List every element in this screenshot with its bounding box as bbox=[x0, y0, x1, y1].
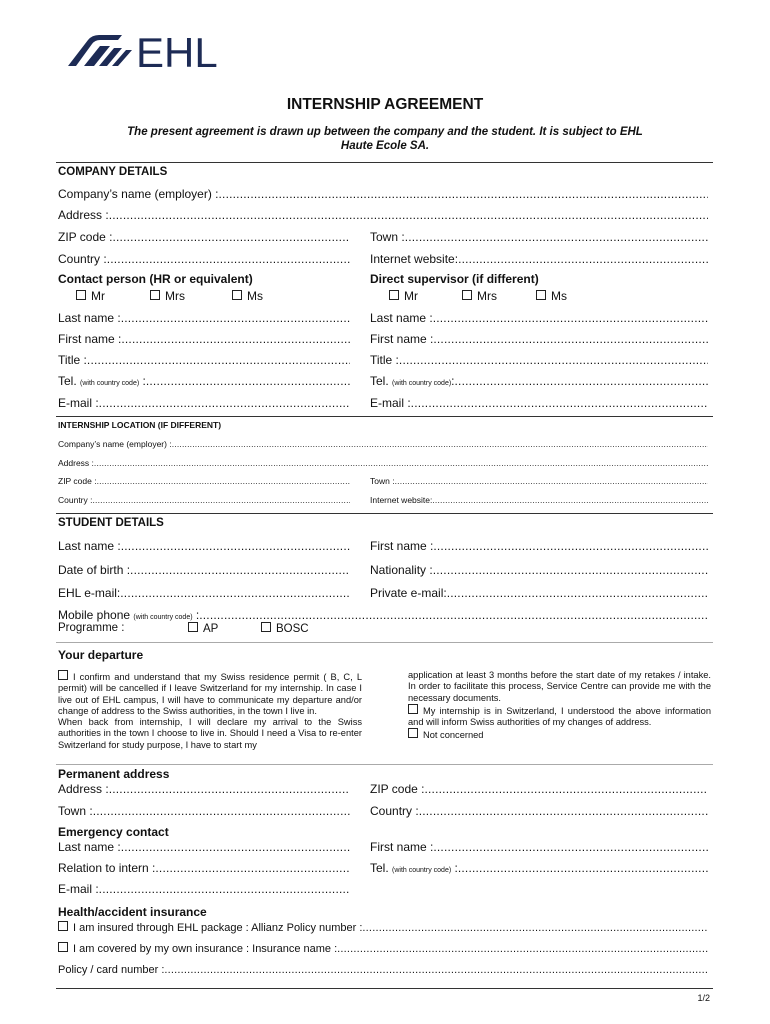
location-heading: INTERNSHIP LOCATION (IF DIFFERENT) bbox=[58, 420, 222, 430]
company-town-field[interactable]: Town : ..... bbox=[370, 229, 708, 244]
checkbox-icon bbox=[150, 290, 160, 300]
location-town-field[interactable]: Town : ..... bbox=[370, 475, 708, 486]
contact-ms-checkbox[interactable]: Ms bbox=[232, 289, 263, 303]
emergency-last-name-field[interactable]: Last name : ..... bbox=[58, 839, 350, 854]
supervisor-first-name-field[interactable]: First name : ..... bbox=[370, 331, 708, 346]
contact-mr-checkbox[interactable]: Mr bbox=[76, 289, 105, 303]
programme-ap-checkbox[interactable]: AP bbox=[188, 622, 218, 635]
student-private-email-field[interactable]: Private e-mail: ..... bbox=[370, 585, 708, 600]
student-last-name-field[interactable]: Last name : ..... bbox=[58, 538, 350, 553]
departure-right-text: application at least 3 months before the start date of my retakes / intake. In order to facilitate this process, Service Centre can provide me with the necessary documents. My internship is in Switzerland, I understood the above information and will inform Swiss authorities of my changes of address. Not concerned bbox=[408, 670, 711, 741]
supervisor-email-field[interactable]: E-mail : ..... bbox=[370, 395, 708, 410]
divider bbox=[56, 988, 713, 989]
company-country-field[interactable]: Country : ..... bbox=[58, 251, 350, 266]
divider bbox=[56, 642, 713, 643]
student-heading: STUDENT DETAILS bbox=[58, 517, 164, 529]
checkbox-icon bbox=[232, 290, 242, 300]
intro-text: The present agreement is drawn up between the company and the student. It is subject to EHL Haute Ecole SA. bbox=[127, 126, 643, 152]
divider bbox=[56, 764, 713, 765]
company-heading: COMPANY DETAILS bbox=[58, 166, 168, 178]
contact-tel-field[interactable]: Tel. (with country code) : ..... bbox=[58, 373, 350, 388]
contact-email-field[interactable]: E-mail : ..... bbox=[58, 395, 350, 410]
company-zip-field[interactable]: ZIP code : ..... bbox=[58, 229, 350, 244]
departure-heading: Your departure bbox=[58, 648, 144, 662]
departure-switzerland-checkbox[interactable] bbox=[408, 704, 418, 714]
checkbox-icon bbox=[261, 622, 271, 632]
supervisor-title-field[interactable]: Title : ..... bbox=[370, 352, 708, 367]
contact-mrs-checkbox[interactable]: Mrs bbox=[150, 289, 185, 303]
divider bbox=[56, 162, 713, 163]
student-ehl-email-field[interactable]: EHL e-mail: ..... bbox=[58, 585, 350, 600]
permanent-address-field[interactable]: Address : ..... bbox=[58, 781, 350, 796]
insurance-own-checkbox[interactable] bbox=[58, 942, 68, 952]
departure-not-concerned-checkbox[interactable] bbox=[408, 728, 418, 738]
departure-left-text: I confirm and understand that my Swiss residence permit ( B, C, L permit) will be cancelled if I leave Switzerland for my internship. In case I live out of EHL campus, I will have to communicate my departure and/or change of address to the Swiss authorities, in the town I live in. When back from internship, I will declare my arrival to the Swiss authorities in the town I choose to live in. Should I need a Visa to re-enter Switzerland for study purpose, I have to start my bbox=[58, 672, 362, 750]
company-website-field[interactable]: Internet website: ..... bbox=[370, 251, 708, 266]
student-mobile-field[interactable]: Mobile phone (with country code) : ..... bbox=[58, 607, 708, 622]
supervisor-tel-field[interactable]: Tel. (with country code): ..... bbox=[370, 373, 708, 388]
insurance-ehl-field[interactable]: I am insured through EHL package : Allianz Policy number : ..... bbox=[58, 919, 708, 934]
insurance-ehl-checkbox[interactable] bbox=[58, 921, 68, 931]
checkbox-icon bbox=[536, 290, 546, 300]
supervisor-last-name-field[interactable]: Last name : ..... bbox=[370, 310, 708, 325]
supervisor-mrs-checkbox[interactable]: Mrs bbox=[462, 289, 497, 303]
student-first-name-field[interactable]: First name : ..... bbox=[370, 538, 708, 553]
permanent-country-field[interactable]: Country : ..... bbox=[370, 803, 708, 818]
insurance-heading: Health/accident insurance bbox=[58, 905, 207, 919]
location-company-name-field[interactable]: Company’s name (employer) : ..... bbox=[58, 438, 708, 449]
contact-first-name-field[interactable]: First name : ..... bbox=[58, 331, 350, 346]
departure-confirm-checkbox[interactable] bbox=[58, 670, 68, 680]
emergency-first-name-field[interactable]: First name : ..... bbox=[370, 839, 708, 854]
page-number: 1/2 bbox=[697, 993, 710, 1003]
student-nationality-field[interactable]: Nationality : ..... bbox=[370, 562, 708, 577]
permanent-zip-field[interactable]: ZIP code : ..... bbox=[370, 781, 708, 796]
programme-label: Programme : bbox=[58, 622, 125, 634]
location-address-field[interactable]: Address : ..... bbox=[58, 457, 708, 468]
insurance-own-field[interactable]: I am covered by my own insurance : Insurance name : ..... bbox=[58, 940, 708, 955]
checkbox-icon bbox=[389, 290, 399, 300]
location-zip-field[interactable]: ZIP code : ..... bbox=[58, 475, 350, 486]
emergency-heading: Emergency contact bbox=[58, 825, 169, 839]
supervisor-heading: Direct supervisor (if different) bbox=[370, 272, 539, 286]
contact-title-field[interactable]: Title : ..... bbox=[58, 352, 350, 367]
permanent-town-field[interactable]: Town : ..... bbox=[58, 803, 350, 818]
insurance-policy-field[interactable]: Policy / card number : ..... bbox=[58, 961, 708, 976]
emergency-tel-field[interactable]: Tel. (with country code) : ..... bbox=[370, 860, 708, 875]
permanent-address-heading: Permanent address bbox=[58, 767, 170, 781]
checkbox-icon bbox=[462, 290, 472, 300]
company-name-field[interactable]: Company’s name (employer) : ..... bbox=[58, 186, 708, 201]
company-address-field[interactable]: Address : ..... bbox=[58, 207, 708, 222]
location-website-field[interactable]: Internet website: ..... bbox=[370, 494, 708, 505]
programme-bosc-checkbox[interactable]: BOSC bbox=[261, 622, 309, 635]
svg-text:EHL: EHL bbox=[136, 29, 218, 72]
contact-person-heading: Contact person (HR or equivalent) bbox=[58, 272, 253, 286]
divider bbox=[56, 416, 713, 417]
supervisor-mr-checkbox[interactable]: Mr bbox=[389, 289, 418, 303]
document-title: INTERNSHIP AGREEMENT bbox=[286, 96, 484, 113]
location-country-field[interactable]: Country : ..... bbox=[58, 494, 350, 505]
contact-last-name-field[interactable]: Last name : ..... bbox=[58, 310, 350, 325]
supervisor-ms-checkbox[interactable]: Ms bbox=[536, 289, 567, 303]
student-dob-field[interactable]: Date of birth : ..... bbox=[58, 562, 350, 577]
emergency-email-field[interactable]: E-mail : ..... bbox=[58, 881, 350, 896]
emergency-relation-field[interactable]: Relation to intern : ..... bbox=[58, 860, 350, 875]
checkbox-icon bbox=[188, 622, 198, 632]
divider bbox=[56, 513, 713, 514]
ehl-logo bbox=[66, 28, 262, 72]
checkbox-icon bbox=[76, 290, 86, 300]
